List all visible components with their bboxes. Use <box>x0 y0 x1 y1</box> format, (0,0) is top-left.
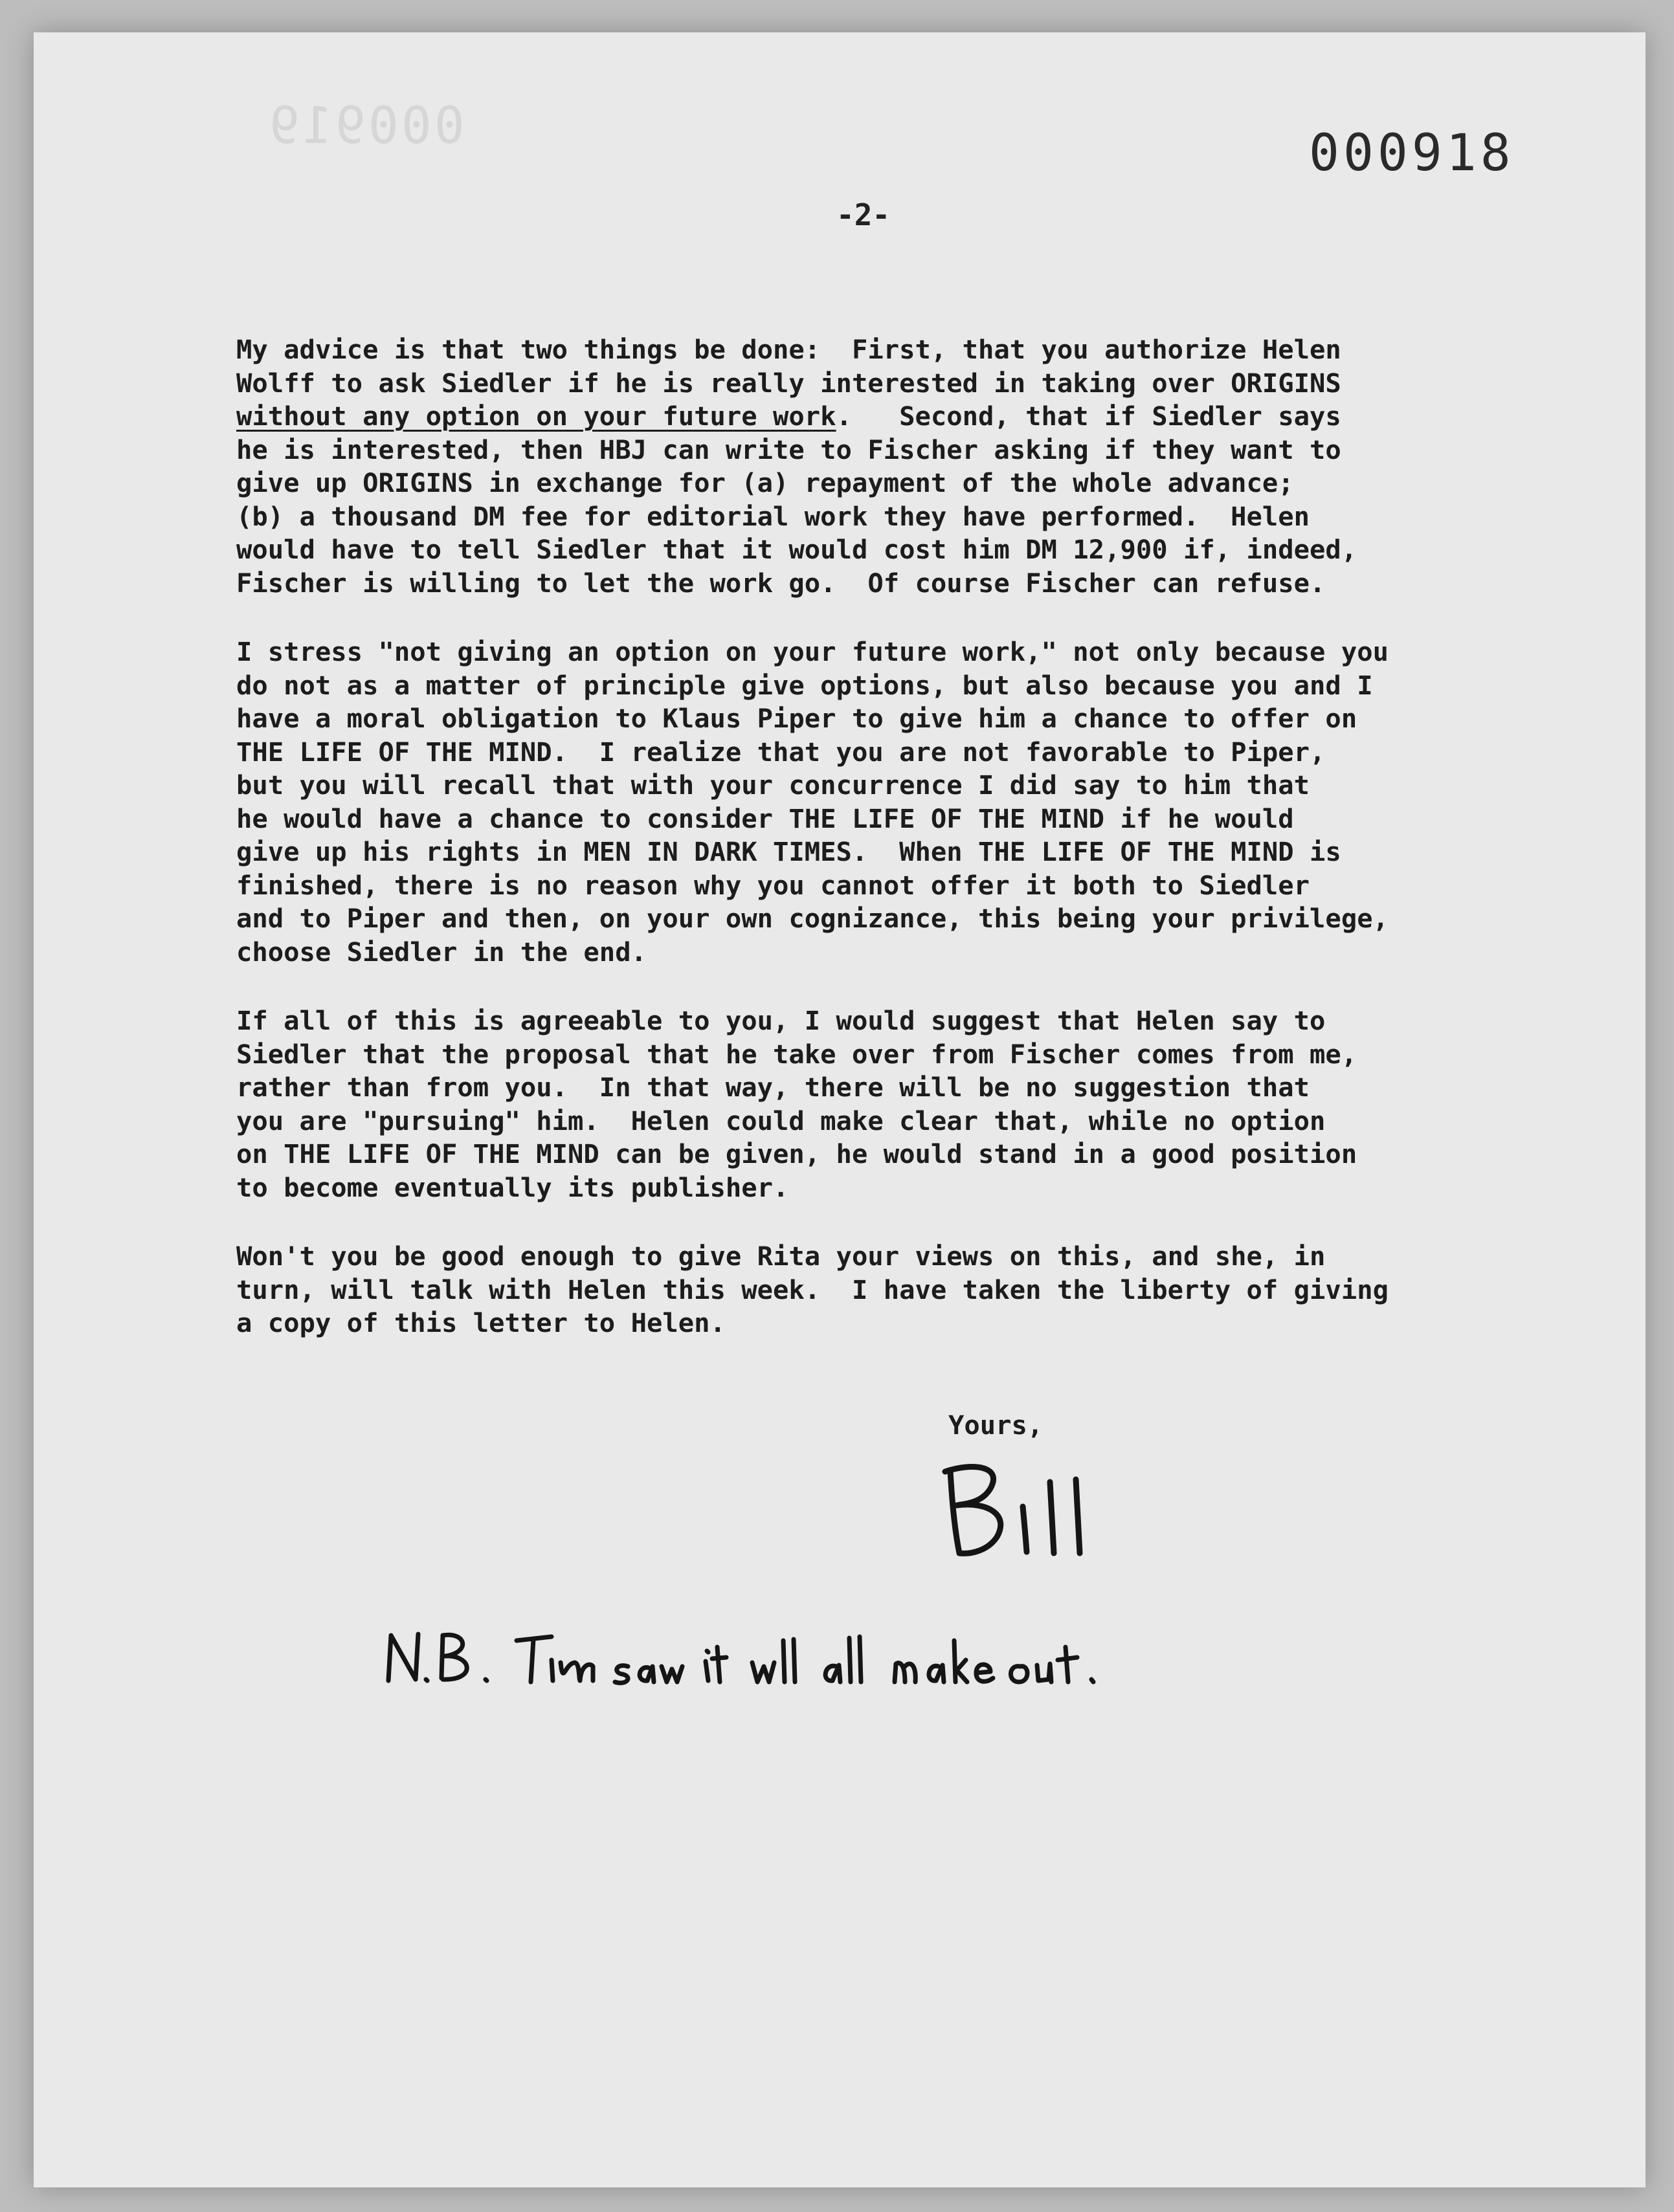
text-line <box>236 669 1518 703</box>
paragraph <box>236 636 1518 969</box>
text-line <box>236 434 1518 467</box>
text-segment: . Second, that if Siedler says <box>836 401 1341 432</box>
text-segment: you are "pursuing" him. Helen could make clear that, while no option <box>236 1105 1326 1136</box>
closing-salutation: Yours, <box>948 1410 1043 1441</box>
text-line <box>236 636 1518 669</box>
text-segment: (b) a thousand DM fee for editorial work they have performed. Helen <box>236 500 1310 532</box>
text-segment: rather than from you. In that way, there will be no suggestion that <box>236 1072 1310 1103</box>
text-segment: to become eventually its publisher. <box>236 1171 789 1203</box>
paragraph <box>236 1004 1518 1204</box>
text-line <box>236 769 1518 802</box>
text-segment: he would have a chance to consider THE LIFE OF THE MIND if he would <box>236 802 1294 834</box>
text-segment: and to Piper and then, on your own cognizance, this being your privilege, <box>236 903 1389 934</box>
text-line <box>236 702 1518 736</box>
text-line <box>236 567 1518 601</box>
signature-bill <box>926 1456 1094 1566</box>
text-segment: Fischer is willing to let the work go. Of course Fischer can refuse. <box>236 567 1326 599</box>
text-line <box>236 367 1518 401</box>
text-segment: finished, there is no reason why you cannot offer it both to Siedler <box>236 869 1310 901</box>
text-line <box>236 333 1518 367</box>
text-segment: I stress "not giving an option on your future work," not only because you <box>236 636 1389 667</box>
text-segment: a copy of this letter to Helen. <box>236 1307 726 1338</box>
text-segment: have a moral obligation to Klaus Piper to give him a chance to offer on <box>236 703 1357 734</box>
text-line <box>236 500 1518 534</box>
text-segment: would have to tell Siedler that it would cost him DM 12,900 if, indeed, <box>236 534 1357 565</box>
text-segment: THE LIFE OF THE MIND. I realize that you are not favorable to Piper, <box>236 736 1326 768</box>
handwritten-note <box>382 1621 1120 1699</box>
letter-body <box>236 333 1518 1340</box>
text-segment: My advice is that two things be done: First, that you authorize Helen <box>236 334 1341 365</box>
text-segment: choose Siedler in the end. <box>236 936 647 968</box>
text-segment: give up his rights in MEN IN DARK TIMES. When THE LIFE OF THE MIND is <box>236 836 1341 867</box>
text-segment: do not as a matter of principle give options, but also because you and I <box>236 669 1373 701</box>
paragraph <box>236 1240 1518 1340</box>
text-line <box>236 400 1518 434</box>
text-line <box>236 835 1518 869</box>
page-number: -2- <box>836 197 891 232</box>
text-segment: give up ORIGINS in exchange for (a) repayment of the whole advance; <box>236 467 1294 498</box>
text-segment: but you will recall that with your concurrence I did say to him that <box>236 769 1310 801</box>
text-segment: turn, will talk with Helen this week. I have taken the liberty of giving <box>236 1274 1389 1305</box>
underlined-text: without any option on your future work <box>236 401 836 432</box>
text-segment: If all of this is agreeable to you, I would suggest that Helen say to <box>236 1005 1326 1036</box>
text-segment: Siedler that the proposal that he take over from Fischer comes from me, <box>236 1038 1357 1070</box>
text-line <box>236 1240 1518 1274</box>
text-line <box>236 1274 1518 1307</box>
paragraph <box>236 333 1518 600</box>
text-line <box>236 533 1518 567</box>
text-segment: Wolff to ask Siedler if he is really interested in taking over ORIGINS <box>236 367 1341 399</box>
text-line <box>236 1004 1518 1038</box>
text-line <box>236 1171 1518 1205</box>
text-segment: Won't you be good enough to give Rita your views on this, and she, in <box>236 1241 1326 1272</box>
text-segment: he is interested, then HBJ can write to Fischer asking if they want to <box>236 434 1341 465</box>
text-line <box>236 802 1518 836</box>
text-line <box>236 902 1518 936</box>
text-line <box>236 736 1518 769</box>
text-segment: on THE LIFE OF THE MIND can be given, he would stand in a good position <box>236 1138 1357 1169</box>
text-line <box>236 467 1518 500</box>
text-line <box>236 936 1518 969</box>
text-line <box>236 1138 1518 1171</box>
text-line <box>236 1038 1518 1072</box>
document-reference-number: 000918 <box>1309 124 1515 182</box>
text-line <box>236 869 1518 903</box>
text-line <box>236 1105 1518 1138</box>
bleed-through-number: 000919 <box>267 97 465 155</box>
text-line <box>236 1307 1518 1340</box>
text-line <box>236 1071 1518 1105</box>
